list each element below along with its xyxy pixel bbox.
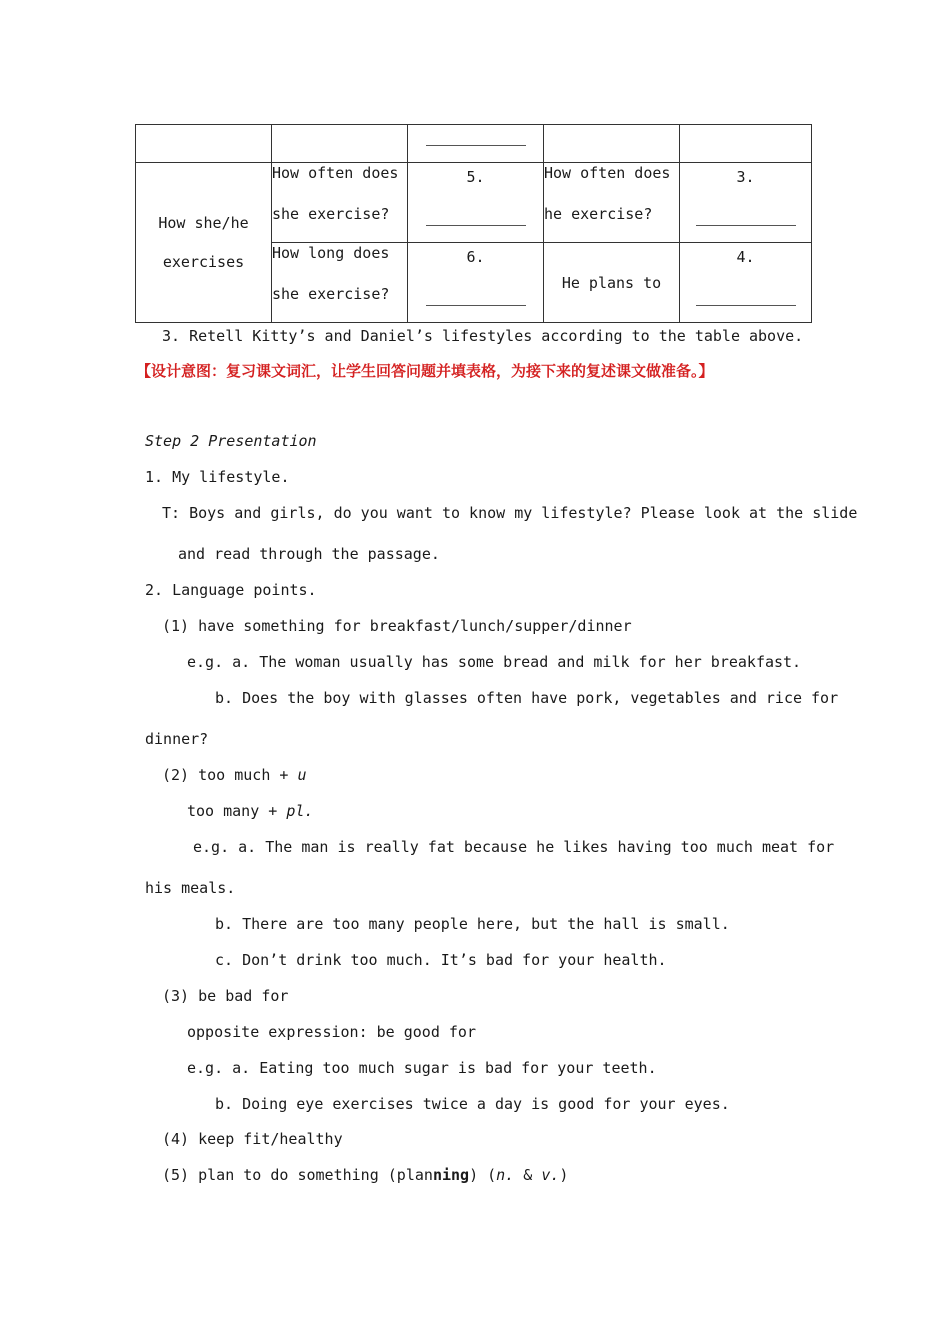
table-cell [680, 125, 812, 163]
question-cell [544, 243, 680, 323]
question-line2: she exercise? [272, 285, 390, 303]
point-abbr: u [297, 766, 307, 784]
point-abbr: v. [541, 1166, 560, 1184]
table-cell [272, 125, 408, 163]
language-point [187, 801, 313, 821]
language-point: (4) keep fit/healthy [162, 1130, 343, 1148]
answer-number: 4. [736, 248, 755, 266]
language-point [162, 765, 307, 785]
answer-number: 6. [466, 248, 485, 266]
answer-blank [696, 289, 796, 306]
table-cell [408, 125, 544, 163]
design-intent-note: 【设计意图：复习课文词汇，让学生回答问题并填表格，为接下来的复述课文做准备。】 [136, 362, 714, 380]
teacher-line: T: Boys and girls, do you want to know my lifestyle? Please look at the slide [162, 504, 858, 522]
answer-number: 3. [736, 168, 755, 186]
answer-blank [696, 209, 796, 226]
example-line: e.g. a. The man is really fat because he likes having too much meat for [193, 838, 835, 856]
question-line1: How long does [272, 244, 390, 262]
example-line: b. There are too many people here, but the hall is small. [215, 915, 730, 933]
point-abbr: pl. [286, 802, 314, 820]
point-text: & [514, 1166, 542, 1184]
exercise-label-line1: How she/he [158, 214, 249, 232]
answer-cell [680, 243, 812, 323]
answer-cell [408, 163, 544, 243]
answer-cell [680, 163, 812, 243]
question-cell [272, 243, 408, 323]
point-text: (5) plan to do something (plan [162, 1166, 433, 1184]
question-line1: How often does [272, 164, 399, 182]
answer-number: 5. [466, 168, 485, 186]
table-row [136, 125, 812, 163]
table-row [136, 163, 812, 243]
example-line: e.g. a. Eating too much sugar is bad for your teeth. [187, 1059, 657, 1077]
point-text: ) ( [469, 1166, 497, 1184]
answer-blank [426, 289, 526, 306]
lifestyle-table [135, 124, 812, 323]
question-line1: How often does [544, 164, 671, 182]
answer-cell [408, 243, 544, 323]
answer-blank [426, 209, 526, 226]
language-point: (3) be bad for [162, 987, 289, 1005]
teacher-line: and read through the passage. [178, 545, 440, 563]
point-text: ) [559, 1166, 569, 1184]
exercise-label-line2: exercises [162, 253, 245, 271]
retell-instruction: 3. Retell Kitty’s and Daniel’s lifestyles according to the table above. [162, 327, 804, 345]
question-line2: she exercise? [272, 205, 390, 223]
point-suffix: ning [432, 1166, 470, 1184]
point-text: (2) too much + [162, 766, 298, 784]
example-line: e.g. a. The woman usually has some bread and milk for her breakfast. [187, 653, 802, 671]
step-title: Step 2 Presentation [145, 432, 317, 450]
table-cell [136, 125, 272, 163]
table-cell [544, 125, 680, 163]
example-line: c. Don’t drink too much. It’s bad for your health. [215, 951, 667, 969]
question-cell [544, 163, 680, 243]
answer-blank [426, 129, 526, 146]
language-point: (1) have something for breakfast/lunch/supper/dinner [162, 617, 632, 635]
exercise-label-cell [136, 163, 272, 323]
question-line2: he exercise? [544, 205, 653, 223]
language-point: opposite expression: be good for [187, 1023, 476, 1041]
point-text: too many + [187, 802, 287, 820]
point-abbr: n. [496, 1166, 515, 1184]
item-heading: 2. Language points. [145, 581, 317, 599]
example-line: his meals. [145, 879, 236, 897]
example-line: b. Doing eye exercises twice a day is good for your eyes. [215, 1095, 730, 1113]
question-line1: He plans to [561, 273, 662, 292]
language-point [162, 1165, 568, 1185]
example-line: dinner? [145, 730, 209, 748]
example-line: b. Does the boy with glasses often have pork, vegetables and rice for [215, 689, 839, 707]
item-heading: 1. My lifestyle. [145, 468, 290, 486]
question-cell [272, 163, 408, 243]
